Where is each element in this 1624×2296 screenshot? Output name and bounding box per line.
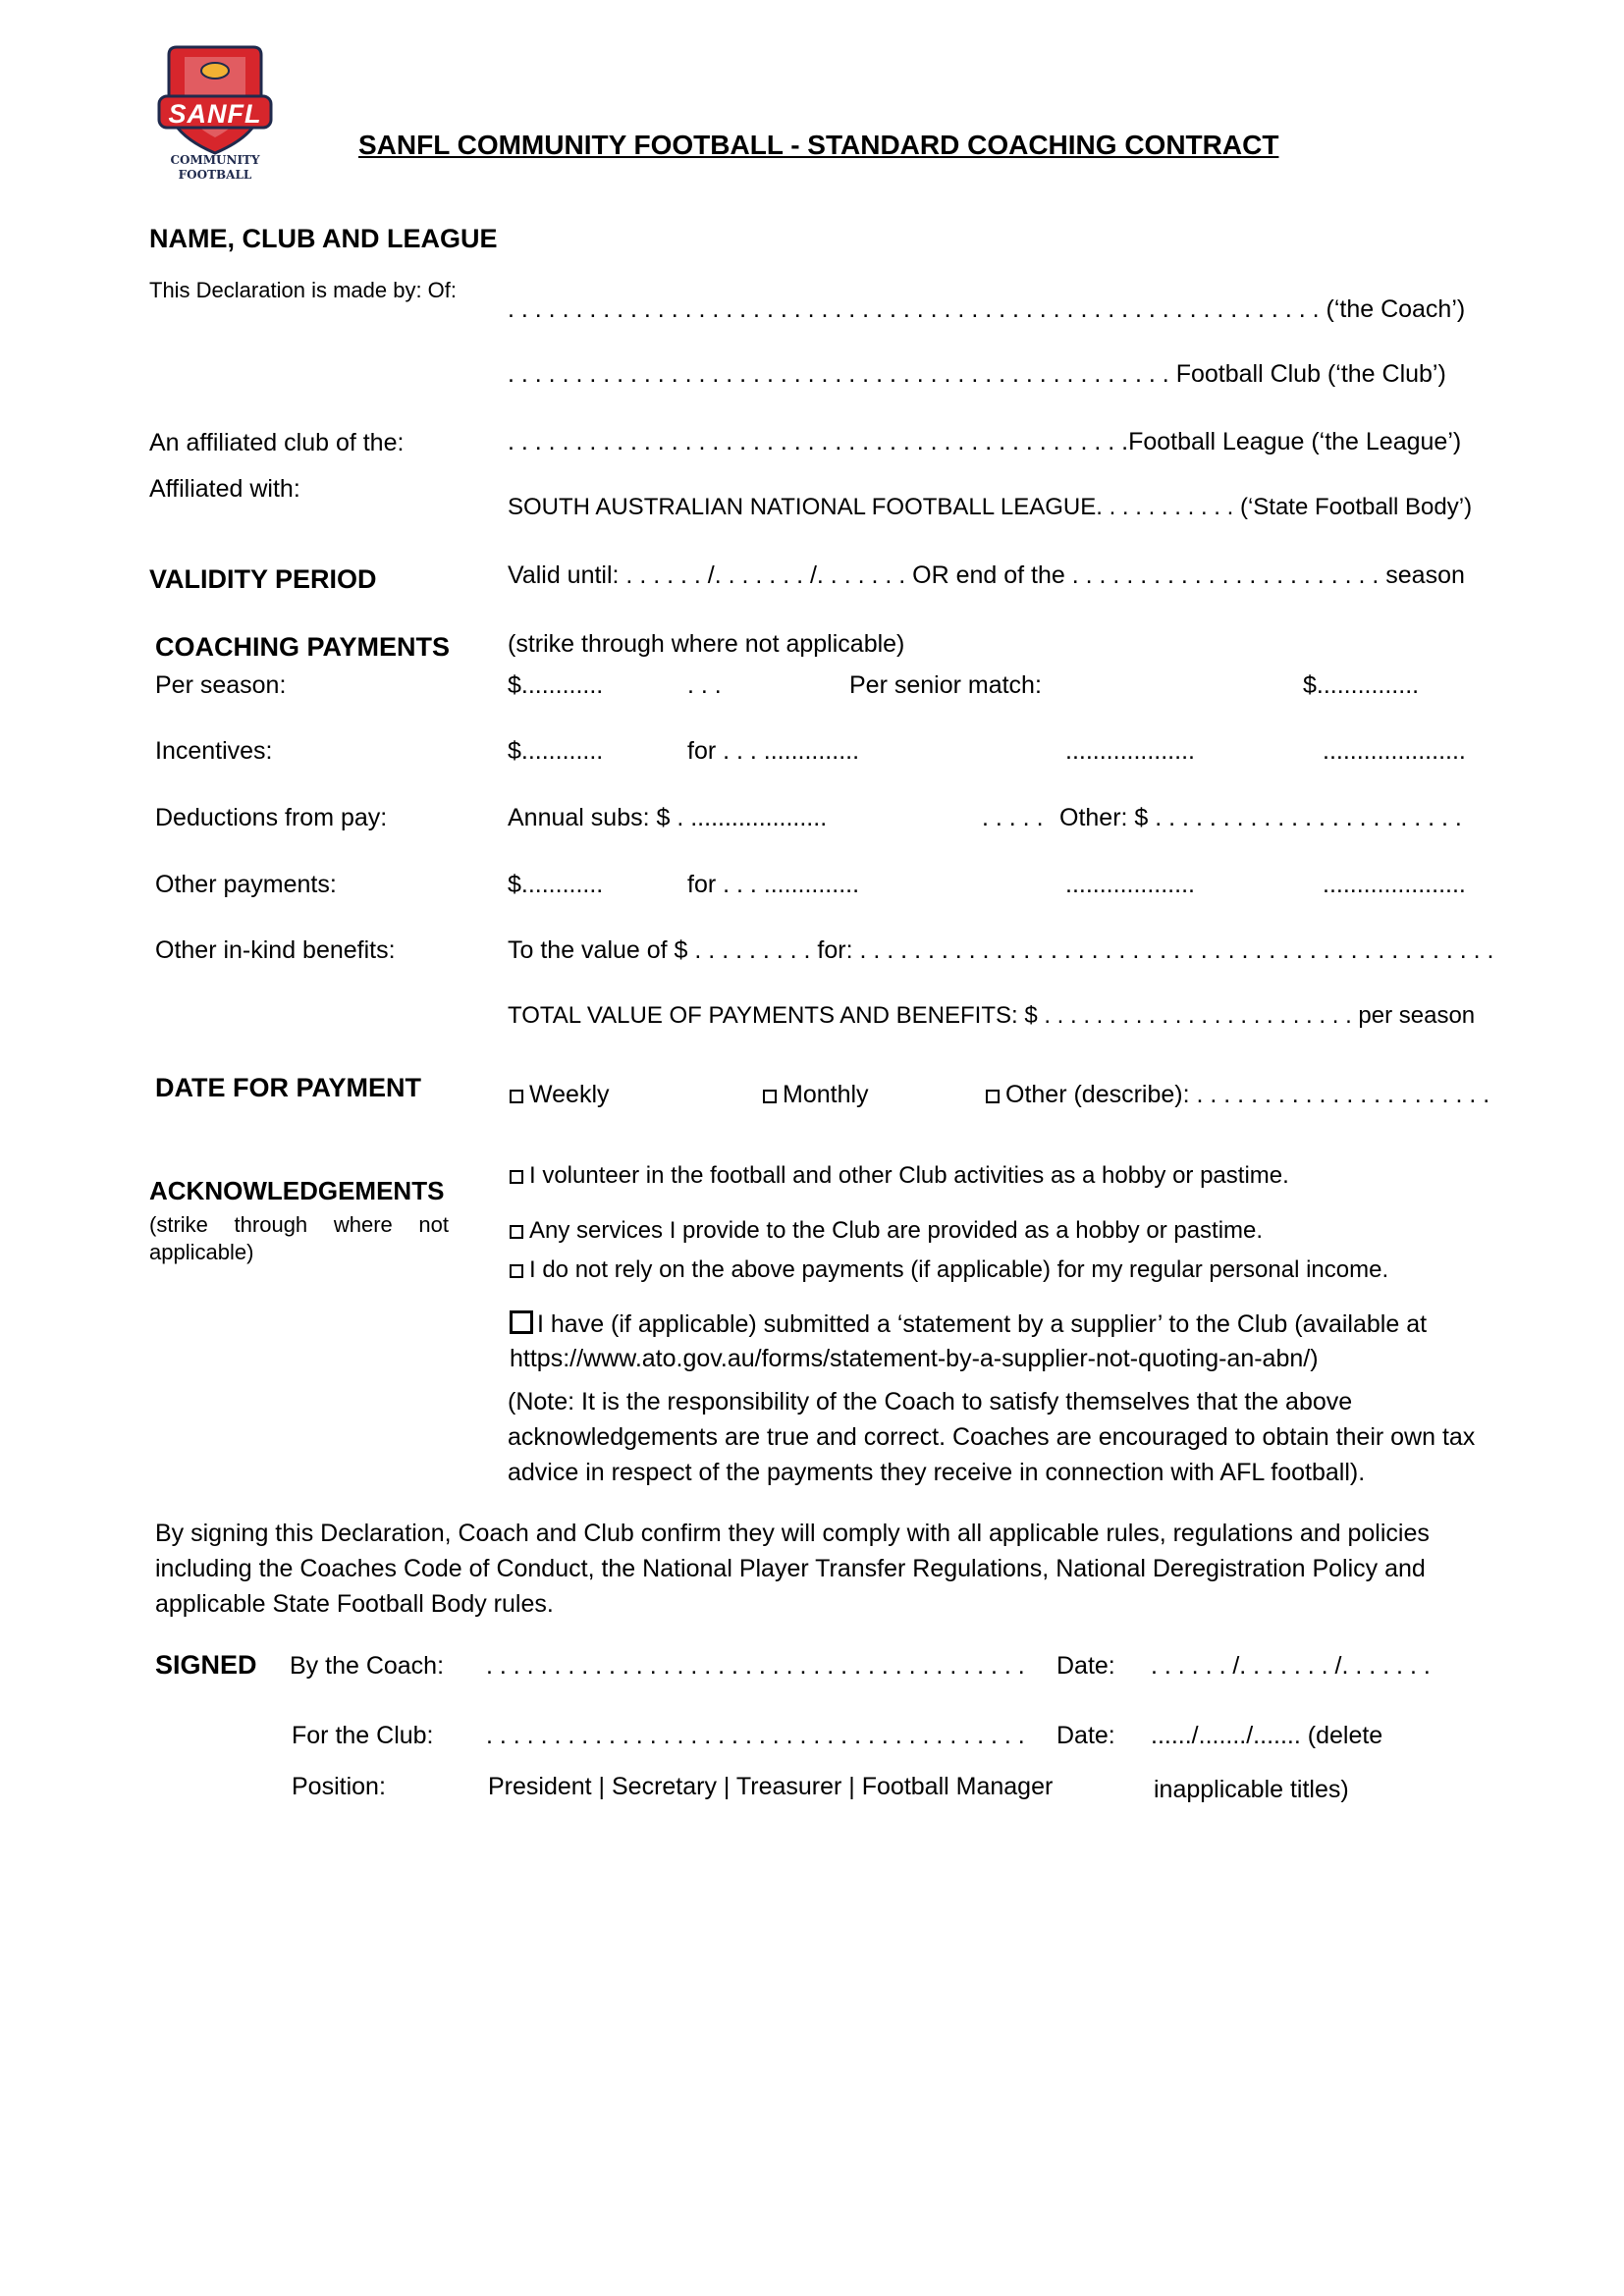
other-option[interactable] [986, 1080, 1489, 1109]
club-date-label: Date: [1056, 1722, 1115, 1749]
state-body-line: SOUTH AUSTRALIAN NATIONAL FOOTBALL LEAGUE. . . . . . . . . . . (‘State Football Body’) [508, 494, 1473, 520]
deductions-label: Deductions from pay: [155, 804, 388, 831]
ack-volunteer-text: I volunteer in the football and other Club activities as a hobby or pastime. [529, 1162, 1289, 1189]
section-heading-payments: COACHING PAYMENTS [155, 632, 451, 662]
deductions-dots: . . . . . [982, 804, 1044, 831]
monthly-option[interactable] [763, 1080, 869, 1109]
coach-date-label: Date: [1056, 1652, 1115, 1680]
coach-name-field[interactable]: . . . . . . . . . . . . . . . . . . . . . . . . . . . . . . . . . . . . . . . . . . . . . . . . . . . . . . . . . . . . (‘the Coach’) [508, 295, 1466, 323]
ack-item-volunteer[interactable] [510, 1162, 1289, 1191]
section-heading-acknowledgements: ACKNOWLEDGEMENTS [149, 1176, 445, 1205]
club-name-field[interactable]: . . . . . . . . . . . . . . . . . . . . . . . . . . . . . . . . . . . . . . . . . . . . . . . . . Football Club (‘the Club’) [508, 360, 1446, 388]
other-payments-dots-1[interactable]: ................... [1065, 871, 1195, 898]
declaration-paragraph: By signing this Declaration, Coach and Club confirm they will comply with all applicable rules, regulations and policies including the Coaches Code of Conduct, the National Player Transfer Regulations, National Deregistration Policy and applicable State Football Body rules. [155, 1520, 1430, 1618]
coach-sign-label: By the Coach: [290, 1652, 445, 1680]
coach-signature-field[interactable]: . . . . . . . . . . . . . . . . . . . . . . . . . . . . . . . . . . . . . . . . [486, 1652, 1025, 1680]
per-match-field[interactable]: $............... [1303, 671, 1420, 699]
ack-services-text: Any services I provide to the Club are provided as a hobby or pastime. [529, 1217, 1264, 1244]
ack-income-checkbox[interactable] [510, 1264, 523, 1278]
payments-note: (strike through where not applicable) [508, 630, 905, 658]
weekly-label: Weekly [529, 1081, 610, 1108]
incentives-dots-2[interactable]: ..................... [1323, 737, 1466, 765]
other-payments-for-field[interactable]: for . . . .............. [687, 871, 860, 898]
ack-services-checkbox[interactable] [510, 1225, 523, 1239]
incentives-for-field[interactable]: for . . . .............. [687, 737, 860, 765]
logo-line2: FOOTBALL [178, 168, 252, 182]
ack-item-income[interactable] [510, 1256, 1388, 1285]
page-title: SANFL COMMUNITY FOOTBALL - STANDARD COACHING CONTRACT [358, 130, 1279, 160]
inkind-label: Other in-kind benefits: [155, 936, 396, 964]
per-season-label: Per season: [155, 671, 287, 699]
monthly-label: Monthly [783, 1081, 869, 1108]
position-label: Position: [292, 1773, 386, 1800]
incentives-label: Incentives: [155, 737, 273, 765]
total-value-field[interactable]: TOTAL VALUE OF PAYMENTS AND BENEFITS: $ . . . . . . . . . . . . . . . . . . . . . . . . per season [508, 1002, 1476, 1029]
ack-volunteer-checkbox[interactable] [510, 1170, 523, 1184]
other-payments-label: Other payments: [155, 871, 337, 898]
inkind-field[interactable]: To the value of $ . . . . . . . . . for: . . . . . . . . . . . . . . . . . . . . . . . . . . . . . . . . . . . . . . . . . . . . . . . [508, 936, 1494, 964]
per-season-field[interactable]: $............ [508, 671, 604, 699]
monthly-checkbox[interactable] [763, 1090, 777, 1103]
affiliated-label: An affiliated club of the: [149, 429, 405, 456]
ack-item-services[interactable] [510, 1217, 1263, 1246]
sanfl-logo [155, 43, 275, 186]
other-deduction-field[interactable]: Other: $ . . . . . . . . . . . . . . . . . . . . . . . [1059, 804, 1462, 831]
annual-subs-field[interactable]: Annual subs: $ . .................... [508, 804, 828, 831]
club-sign-label: For the Club: [292, 1722, 434, 1749]
weekly-checkbox[interactable] [510, 1090, 523, 1103]
per-match-label: Per senior match: [849, 671, 1042, 699]
ack-item-supplier[interactable] [510, 1308, 1477, 1376]
acknowledgements-note: (strike through where not applicable) [149, 1212, 449, 1264]
inapplicable-note: inapplicable titles) [1154, 1776, 1349, 1803]
other-payments-field[interactable]: $............ [508, 871, 604, 898]
section-heading-name: NAME, CLUB AND LEAGUE [149, 224, 498, 253]
other-label: Other (describe): . . . . . . . . . . . . . . . . . . . . . . [1005, 1081, 1490, 1108]
declaration-label: This Declaration is made by: Of: [149, 278, 458, 302]
incentives-dots-1[interactable]: ................... [1065, 737, 1195, 765]
position-options[interactable]: President | Secretary | Treasurer | Football Manager [488, 1773, 1054, 1800]
section-heading-validity: VALIDITY PERIOD [149, 564, 377, 594]
per-season-dots: . . . [687, 671, 722, 699]
weekly-option[interactable] [510, 1080, 610, 1109]
ack-supplier-text: I have (if applicable) submitted a ‘statement by a supplier’ to the Club (available at https://www.ato.gov.au/forms/statement-by-a-supplier-not-quoting-an-abn/) [510, 1310, 1428, 1372]
section-heading-date-payment: DATE FOR PAYMENT [155, 1073, 422, 1102]
coach-date-field[interactable]: . . . . . . /. . . . . . . /. . . . . . . [1151, 1652, 1431, 1680]
league-name-field[interactable]: . . . . . . . . . . . . . . . . . . . . . . . . . . . . . . . . . . . . . . . . . . . . . .Football League (‘the League’) [508, 428, 1462, 455]
ack-income-text: I do not rely on the above payments (if applicable) for my regular personal income. [529, 1256, 1389, 1283]
ack-note-paragraph: (Note: It is the responsibility of the Coach to satisfy themselves that the above acknowledgements are true and correct. Coaches are encouraged to obtain their own tax advice in respect of the payments they receive in connection with AFL football). [508, 1388, 1476, 1486]
incentives-field[interactable]: $............ [508, 737, 604, 765]
logo-line1: COMMUNITY [170, 153, 260, 167]
other-payments-dots-2[interactable]: ..................... [1323, 871, 1466, 898]
other-checkbox[interactable] [986, 1090, 1000, 1103]
club-signature-field[interactable]: . . . . . . . . . . . . . . . . . . . . . . . . . . . . . . . . . . . . . . . . [486, 1722, 1025, 1749]
club-date-field[interactable]: ....../......./....... (delete [1151, 1722, 1383, 1749]
ack-supplier-checkbox[interactable] [510, 1310, 533, 1334]
logo-badge-text: SANFL [168, 99, 262, 129]
validity-field[interactable]: Valid until: . . . . . . /. . . . . . . /. . . . . . . OR end of the . . . . . . . . . . . . . . . . . . . . . . . season [508, 561, 1465, 589]
affiliated-with-label: Affiliated with: [149, 475, 300, 503]
section-heading-signed: SIGNED [155, 1650, 257, 1680]
